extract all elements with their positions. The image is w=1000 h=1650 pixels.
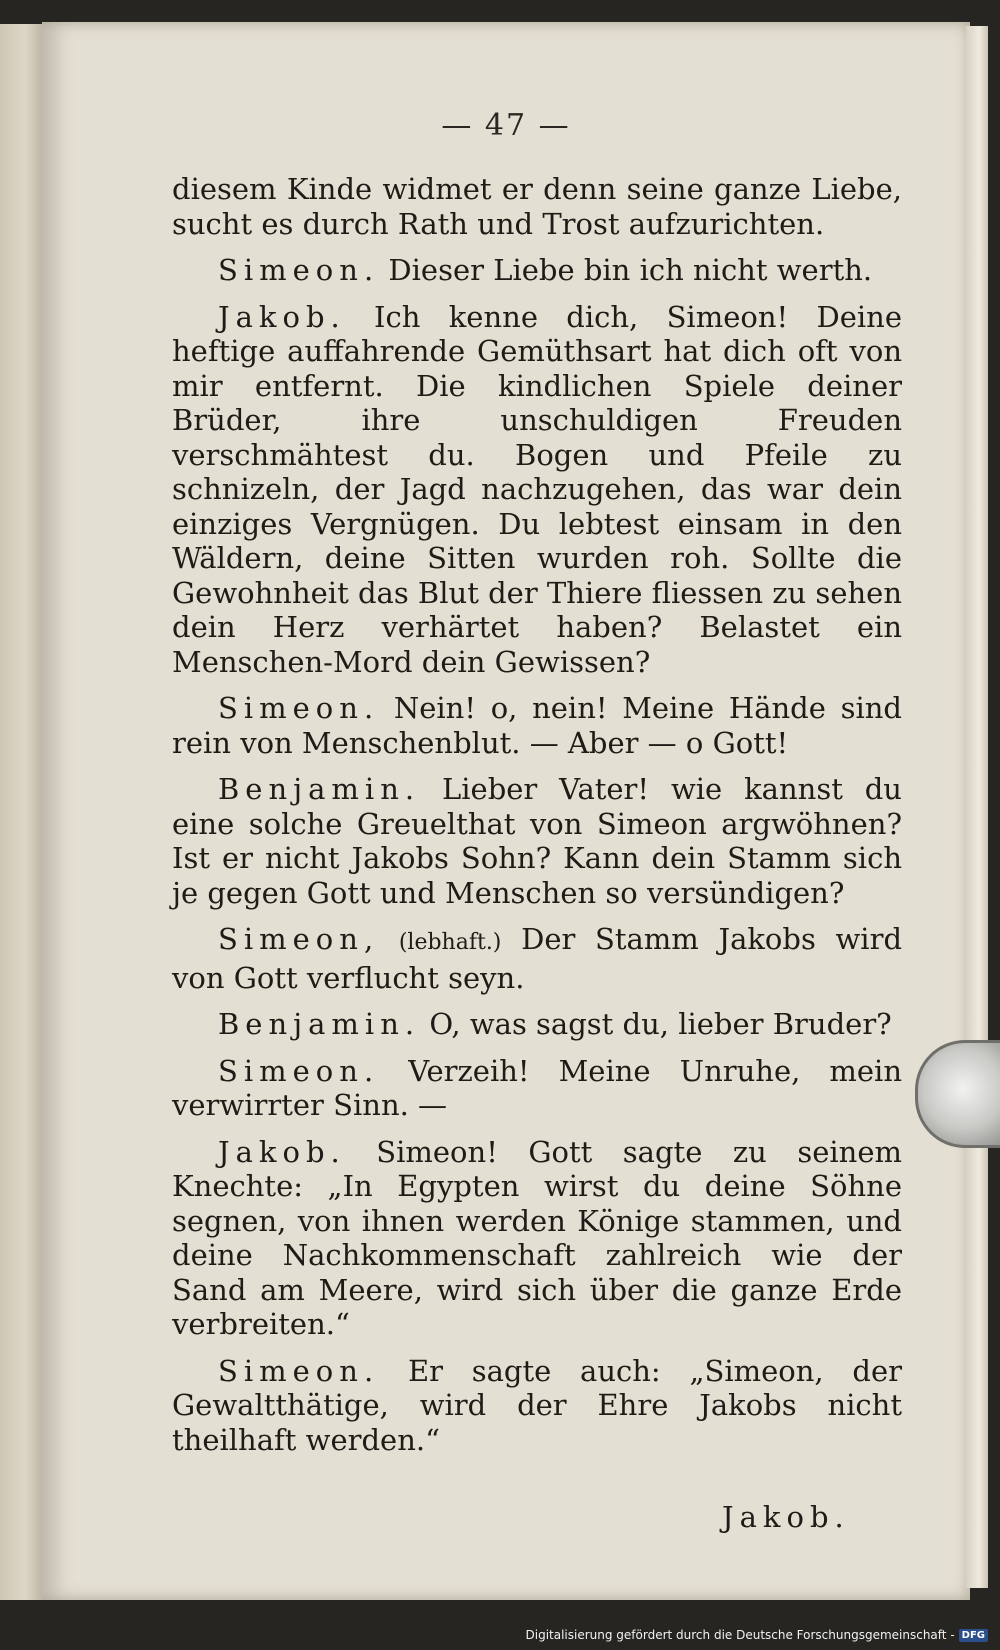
dialogue-paragraph: [172, 1007, 902, 1042]
body-text: [172, 172, 902, 1469]
dialogue-paragraph: [172, 253, 902, 288]
speaker-name: Simeon.: [218, 691, 380, 725]
dialogue-paragraph: [172, 922, 902, 995]
paragraph: [172, 172, 902, 241]
paragraph-text: diesem Kinde widmet er denn seine ganze Liebe, sucht es durch Rath und Trost aufzurichten.: [172, 172, 902, 241]
dfg-logo: DFG: [959, 1629, 988, 1642]
paragraph-text: Lieber Vater! wie kannst du eine solche Greuelthat von Simeon argwöhnen? Ist er nicht Jakobs Sohn? Kann dein Stamm sich je gegen Gott und Menschen so versündigen?: [172, 772, 902, 910]
speaker-name: Jakob.: [218, 299, 346, 334]
dialogue-paragraph: [172, 691, 902, 760]
dialogue-paragraph: [172, 772, 902, 910]
paragraph-text: Der Stamm Jakobs wird von Gott verflucht seyn.: [172, 922, 903, 995]
paragraph-text: Nein! o, nein! Meine Hände sind rein von Menschenblut. — Aber — o Gott!: [172, 691, 902, 760]
speaker-name: Benjamin.: [218, 1007, 421, 1041]
paragraph-text: Simeon! Gott sagte zu seinem Knechte: „In Egypten wirst du deine Söhne segnen, von ihnen werden Könige stammen, und deine Nachkommenschaft zahlreich wie der Sand am Meere, wird sich über die ganze Erde verbreiten.“: [172, 1134, 902, 1341]
book-page: [42, 22, 970, 1600]
page-number: — 47 —: [441, 108, 571, 143]
footer-text: Digitalisierung gefördert durch die Deutsche Forschungsgemeinschaft -: [525, 1628, 955, 1642]
paragraph-text: Verzeih! Meine Unruhe, mein verwirrter Sinn. —: [172, 1053, 902, 1122]
speaker-name: Simeon.: [218, 1353, 380, 1388]
stage-direction: (lebhaft.): [398, 930, 502, 955]
paragraph-text: Dieser Liebe bin ich nicht werth.: [388, 253, 873, 287]
paragraph-text: Er sagte auch: „Simeon, der Gewaltthätige, wird der Ehre Jakobs nicht theilhaft werden.“: [172, 1353, 902, 1457]
right-page-edge: [966, 26, 988, 1588]
speaker-name: Benjamin.: [218, 772, 421, 806]
digitization-footer: [526, 1628, 989, 1642]
speaker-name: Simeon.: [218, 1053, 380, 1088]
speaker-name: Simeon,: [218, 922, 380, 956]
catchword: Jakob.: [722, 1500, 850, 1534]
dialogue-paragraph: [172, 1054, 902, 1123]
dialogue-paragraph: [172, 300, 902, 680]
facing-page-edge: [0, 24, 46, 1600]
dialogue-paragraph: [172, 1135, 902, 1342]
paragraph-text: Ich kenne dich, Simeon! Deine heftige auffahrende Gemüthsart hat dich oft von mir entfernt. Die kindlichen Spiele deiner Brüder, ihre unschuldigen Freuden verschmähtest du. Bogen und Pfeile zu schnizeln, der Jagd nachzugehen, das war dein einziges Vergnügen. Du lebtest einsam in den Wäldern, deine Sitten wurden roh. Sollte die Gewohnheit das Blut der Thiere fliessen zu sehen dein Herz verhärtet haben? Belastet ein Menschen-Mord dein Gewissen?: [172, 299, 902, 679]
speaker-name: Simeon.: [218, 253, 380, 287]
dialogue-paragraph: [172, 1354, 902, 1458]
paragraph-text: O, was sagst du, lieber Bruder?: [429, 1007, 892, 1041]
speaker-name: Jakob.: [218, 1134, 346, 1169]
page-clip: [915, 1040, 1000, 1148]
